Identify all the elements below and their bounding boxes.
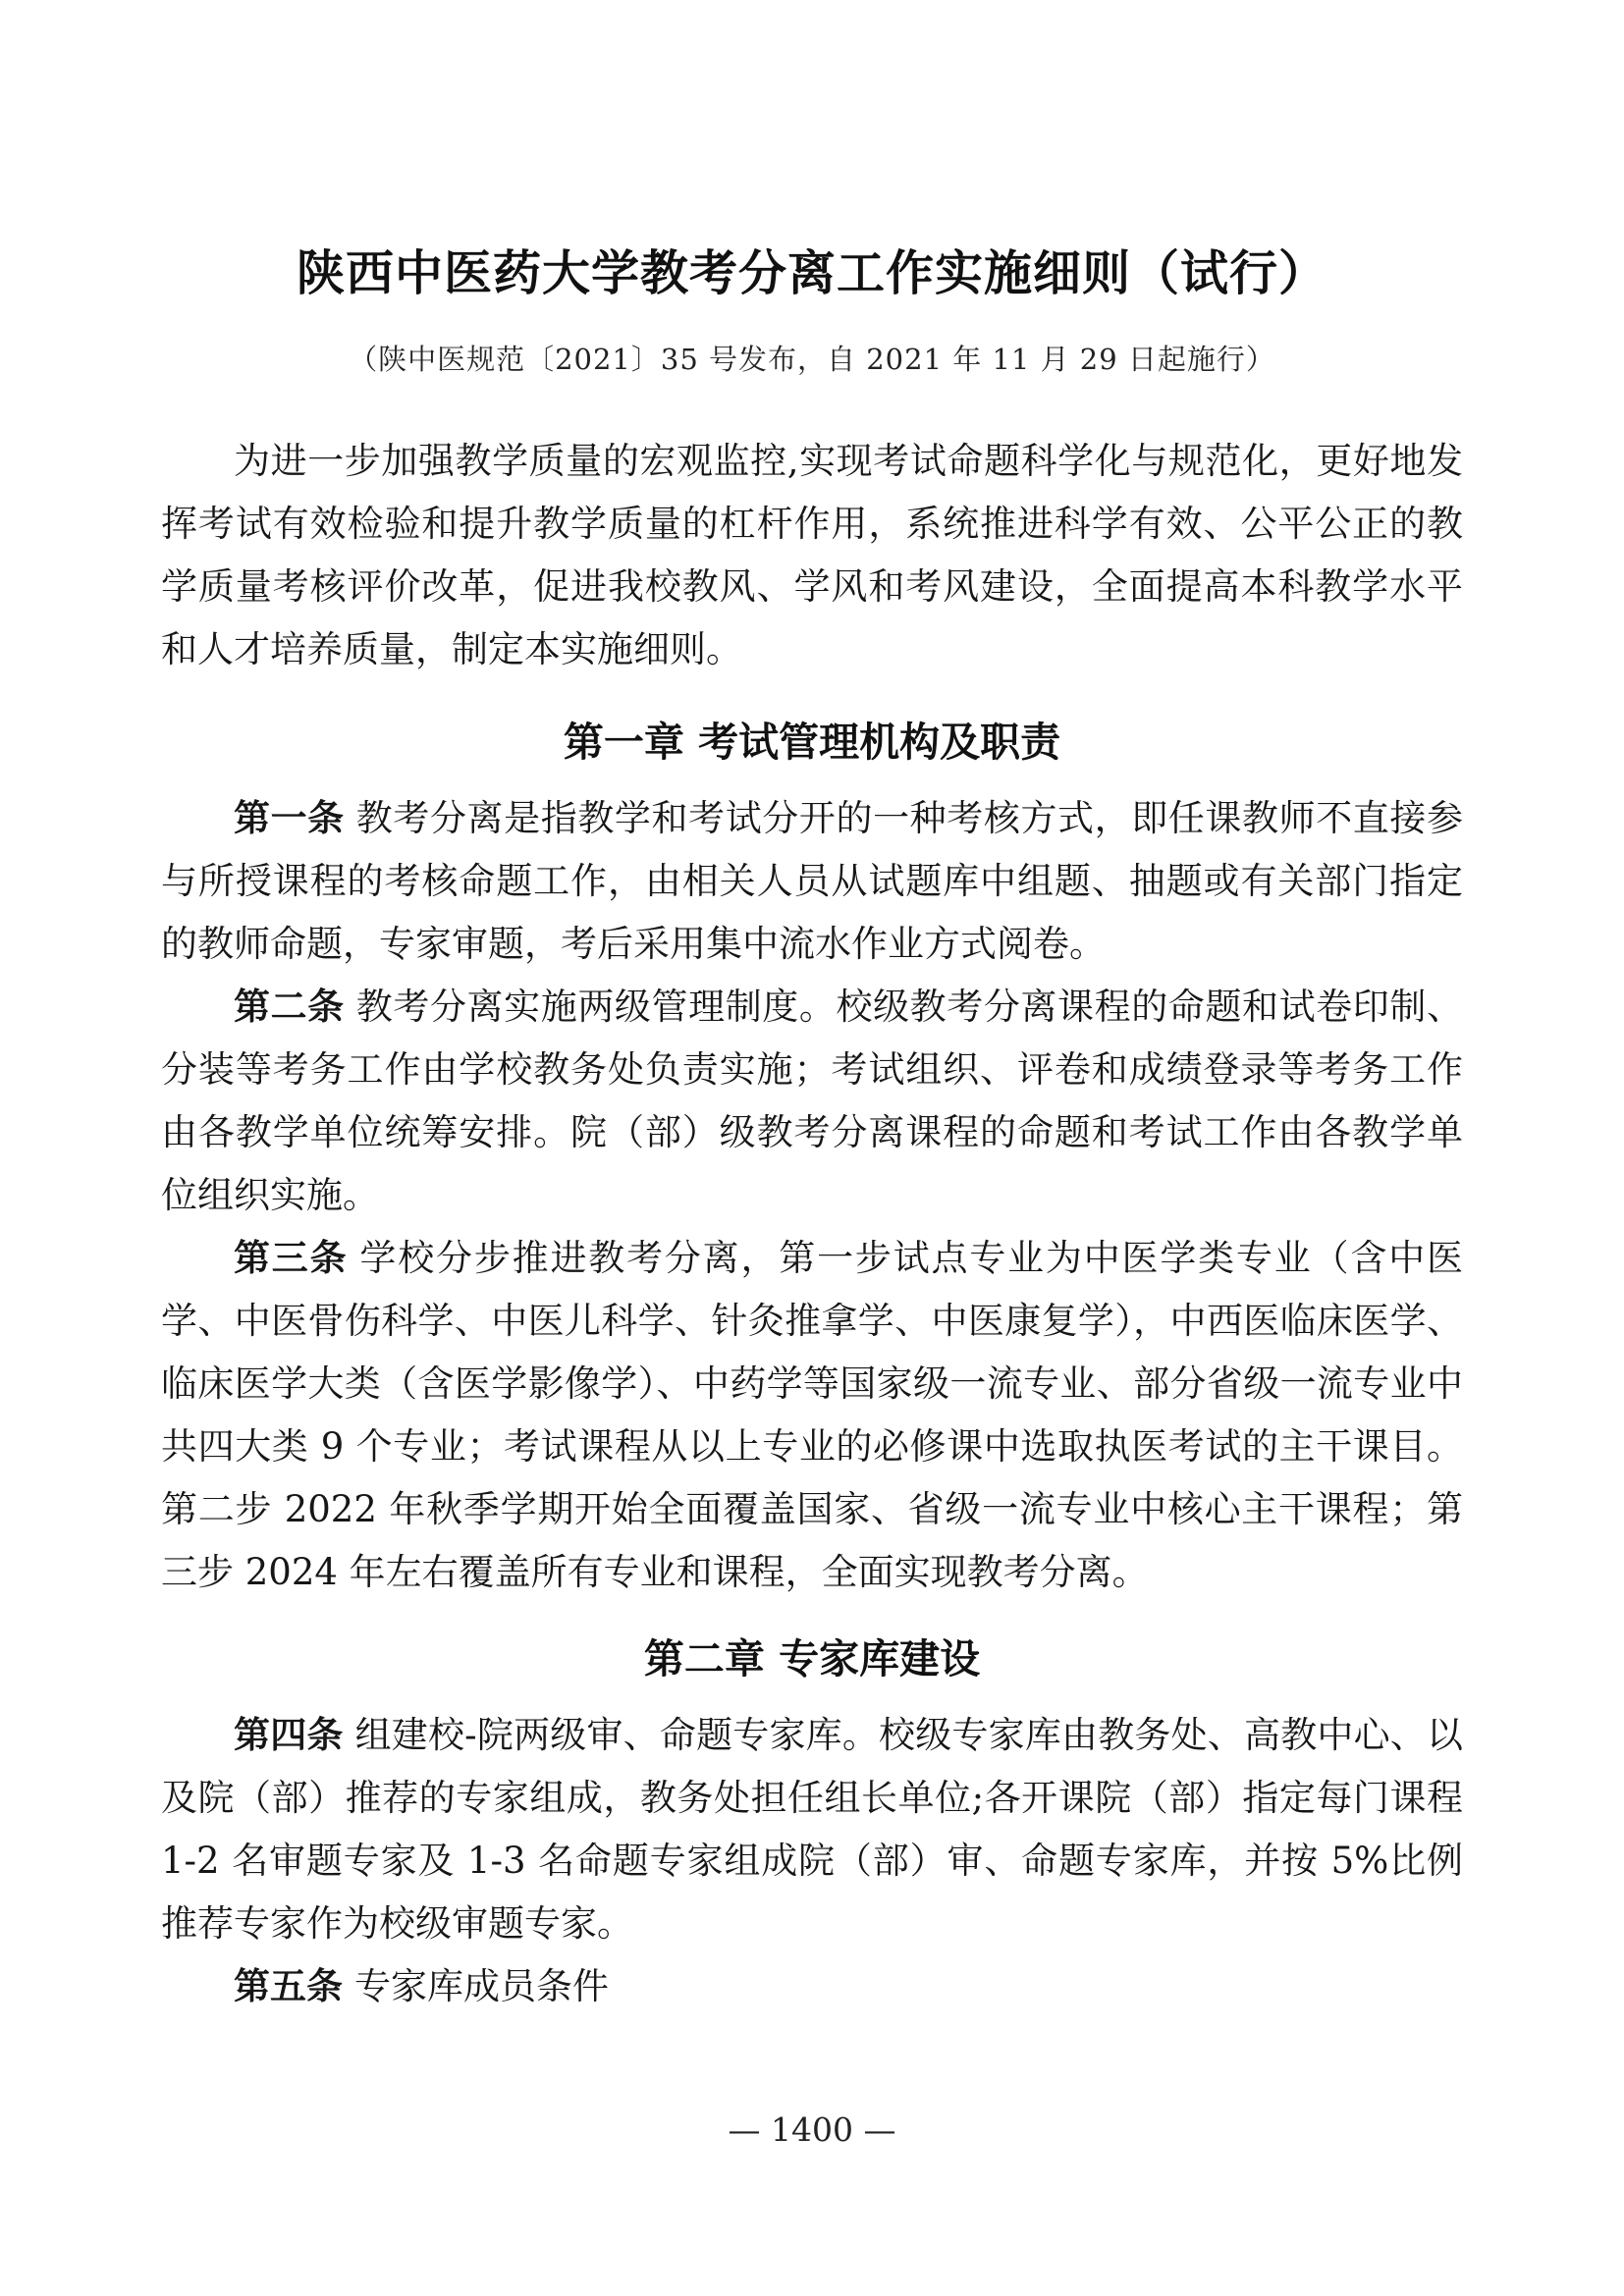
article-5 bbox=[161, 1955, 1463, 2018]
intro-paragraph: 为进一步加强教学质量的宏观监控,实现考试命题科学化与规范化，更好地发挥考试有效检验和提升教学质量的杠杆作用，系统推进科学有效、公平公正的教学质量考核评价改革，促进我校教风、学风和考风建设，全面提高本科教学水平和人才培养质量，制定本实施细则。 bbox=[161, 440, 1463, 670]
document-title: 陕西中医药大学教考分离工作实施细则（试行） bbox=[296, 245, 1327, 301]
chapter-2-heading: 第二章 专家库建设 bbox=[643, 1635, 981, 1682]
article-4 bbox=[161, 1704, 1463, 1955]
article-2-label: 第二条 bbox=[234, 986, 345, 1028]
article-5-text: 专家库成员条件 bbox=[354, 1965, 609, 2007]
chapter-2-body bbox=[161, 1704, 1463, 2018]
article-4-text: 组建校-院两级审、命题专家库。校级专家库由教务处、高教中心、以及院（部）推荐的专家组成，教务处担任组长单位;各开课院（部）指定每门课程 1-2 名审题专家及 1-3 名命题专家组成院（部）审、命题专家库，并按 5%比例推荐专家作为校级审题专家。 bbox=[161, 1714, 1463, 1945]
article-2-text: 教考分离实施两级管理制度。校级教考分离课程的命题和试卷印制、分装等考务工作由学校教务处负责实施；考试组织、评卷和成绩登录等考务工作由各教学单位统筹安排。院（部）级教考分离课程的命题和考试工作由各教学单位组织实施。 bbox=[161, 986, 1463, 1216]
page-number: — 1400 — bbox=[728, 2110, 896, 2149]
article-5-label: 第五条 bbox=[234, 1965, 343, 2007]
document-subtitle: （陕中医规范〔2021〕35 号发布，自 2021 年 11 月 29 日起施行） bbox=[349, 343, 1275, 376]
article-4-label: 第四条 bbox=[234, 1714, 344, 1756]
chapter-1-heading: 第一章 考试管理机构及职责 bbox=[563, 719, 1061, 766]
article-1 bbox=[161, 787, 1463, 976]
article-1-label: 第一条 bbox=[234, 797, 345, 839]
intro-section bbox=[161, 430, 1463, 681]
article-3 bbox=[161, 1227, 1463, 1604]
article-1-text: 教考分离是指教学和考试分开的一种考核方式，即任课教师不直接参与所授课程的考核命题工作，由相关人员从试题库中组题、抽题或有关部门指定的教师命题，专家审题，考后采用集中流水作业方式阅卷。 bbox=[161, 797, 1463, 965]
article-3-text: 学校分步推进教考分离，第一步试点专业为中医学类专业（含中医学、中医骨伤科学、中医儿科学、针灸推拿学、中医康复学），中西医临床医学、临床医学大类（含医学影像学）、中药学等国家级一流专业、部分省级一流专业中共四大类 9 个专业；考试课程从以上专业的必修课中选取执医考试的主干课目。第二步 2022 年秋季学期开始全面覆盖国家、省级一流专业中核心主干课程；第三步 2024 年左右覆盖所有专业和课程，全面实现教考分离。 bbox=[161, 1237, 1464, 1593]
chapter-1-body bbox=[161, 787, 1463, 1604]
article-2 bbox=[161, 976, 1463, 1227]
article-3-label: 第三条 bbox=[234, 1237, 349, 1279]
